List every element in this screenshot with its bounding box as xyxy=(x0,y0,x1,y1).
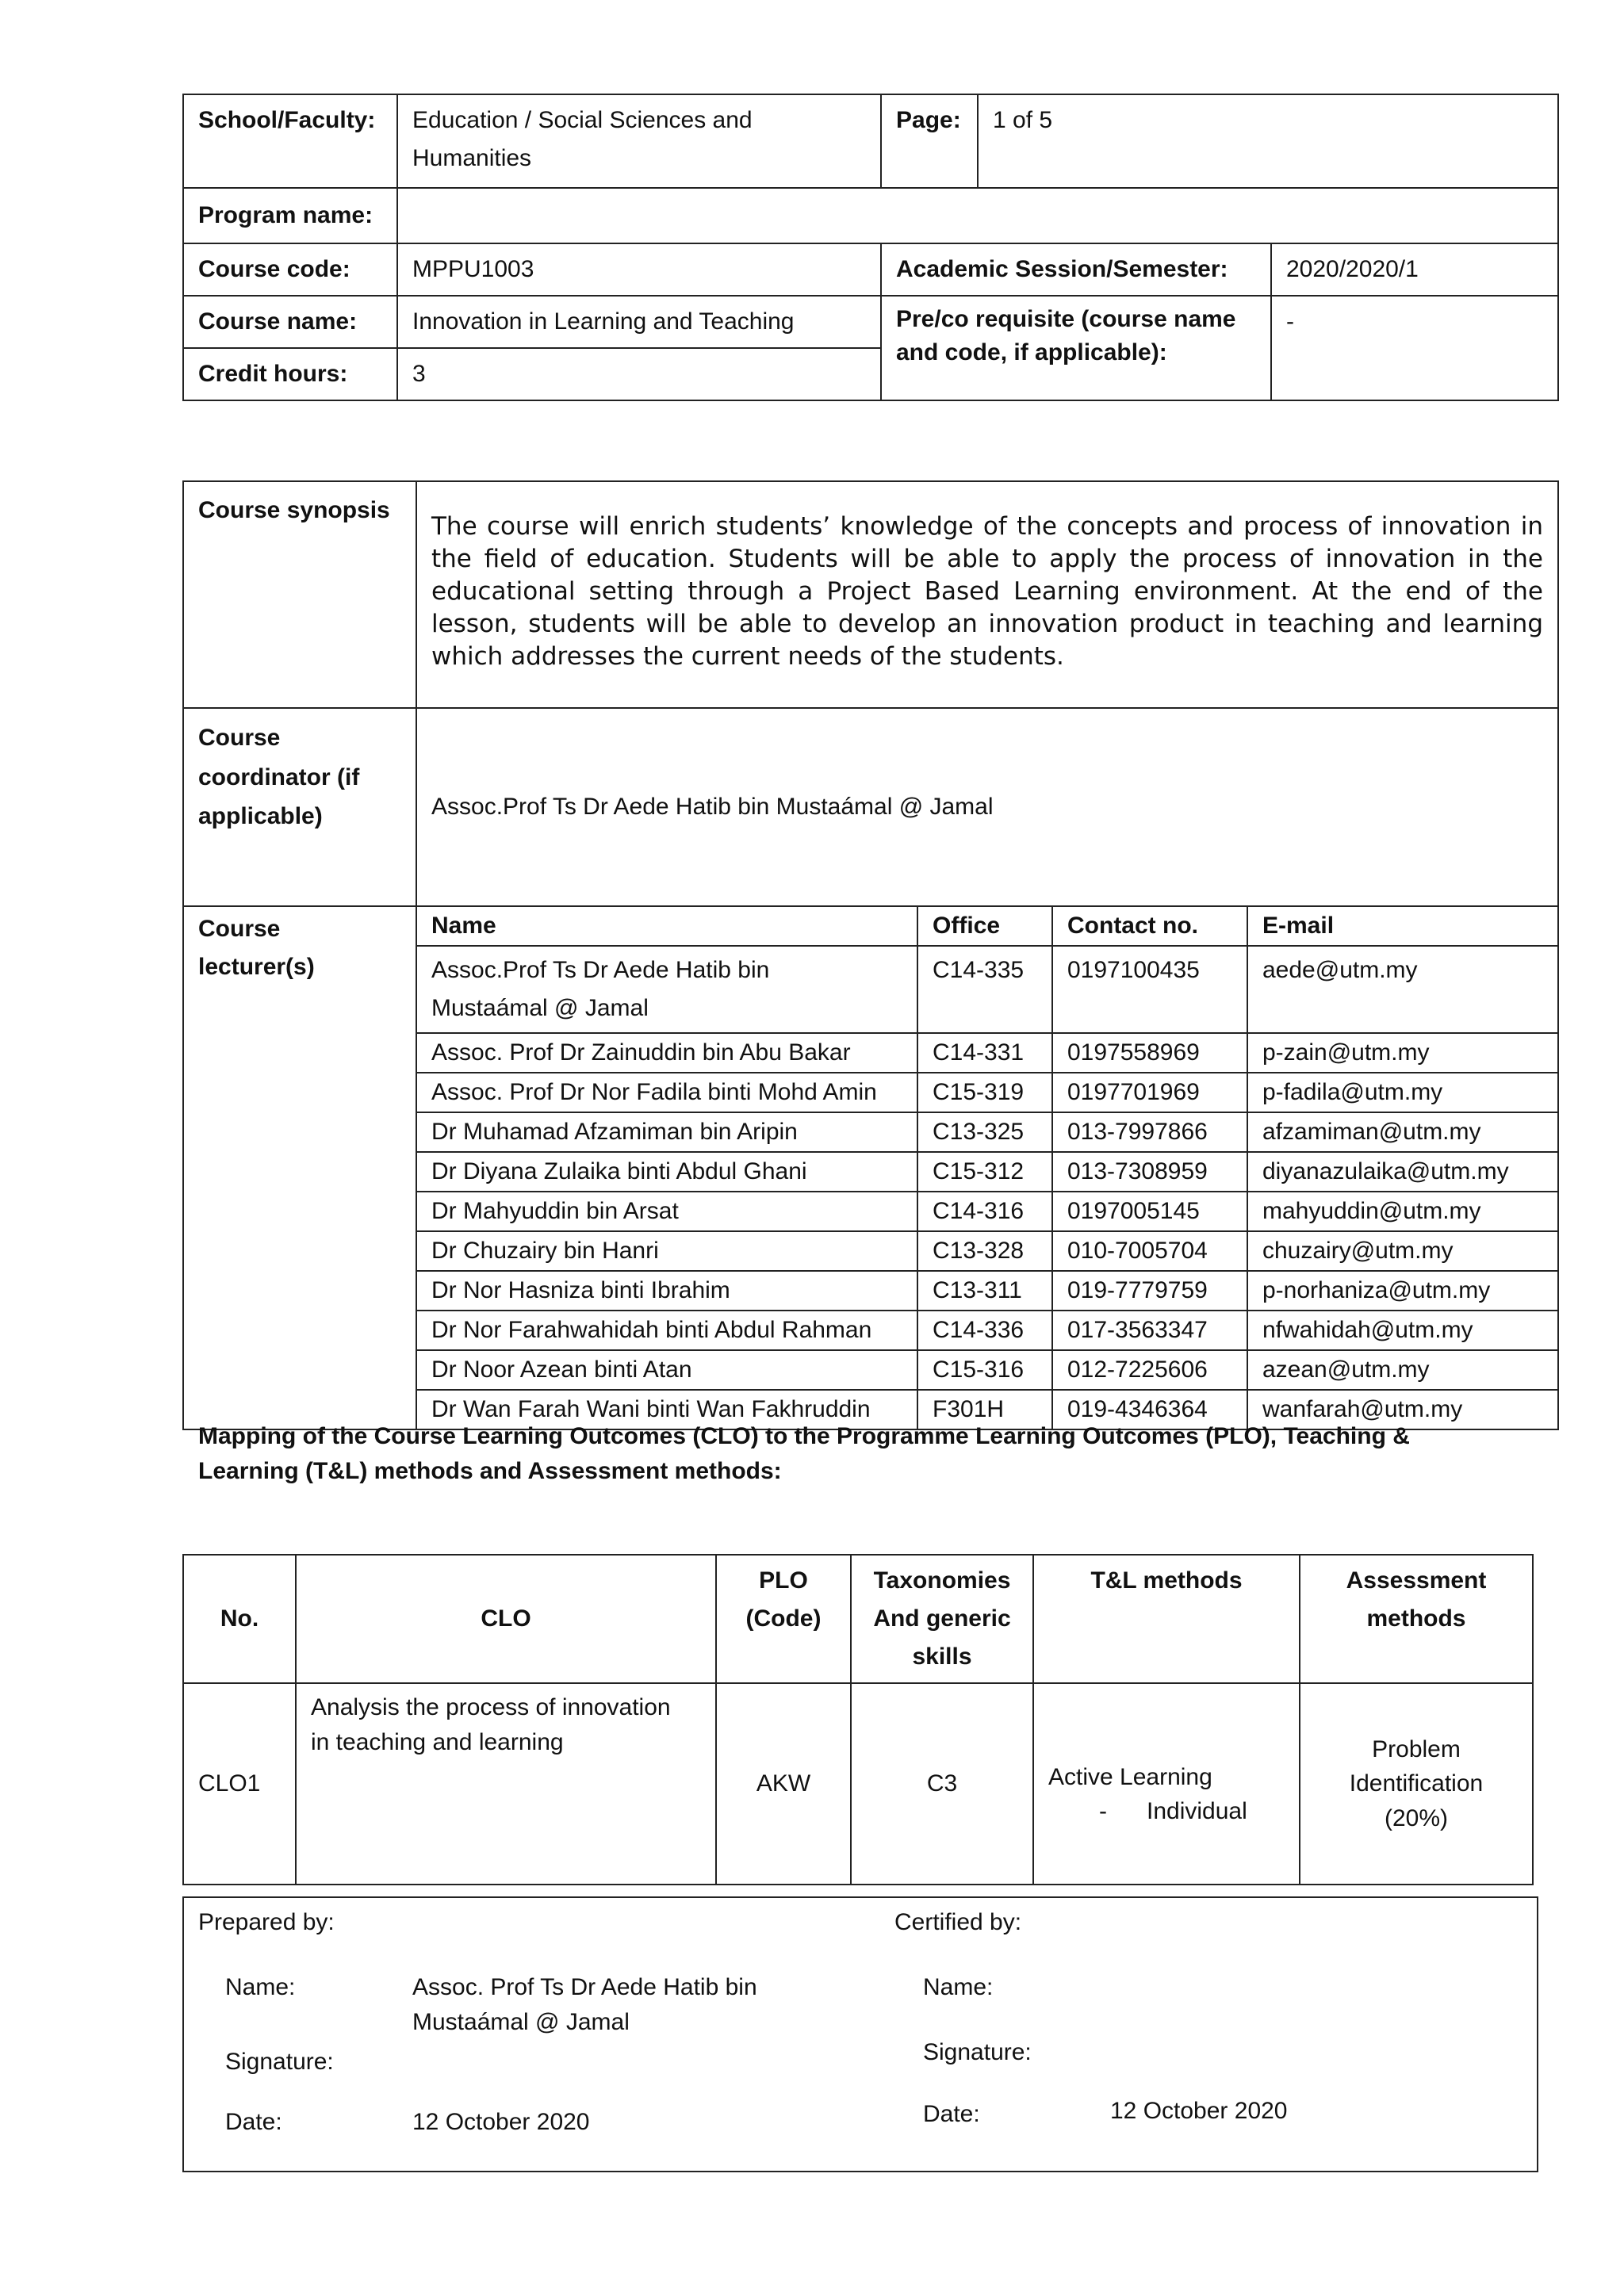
lecturer-header-office: Office xyxy=(917,906,1052,946)
header-plo xyxy=(716,1555,851,1683)
page-value: 1 of 5 xyxy=(978,94,1558,188)
header-assess-line2: methods xyxy=(1366,1605,1466,1632)
coordinator-value: Assoc.Prof Ts Dr Aede Hatib bin Mustaámal @ Jamal xyxy=(416,708,1558,906)
lecturer-name: Dr Nor Hasniza binti Ibrahim xyxy=(416,1271,917,1311)
certified-name-label: Name: xyxy=(923,1974,994,2000)
clo-no: CLO1 xyxy=(183,1683,296,1885)
synopsis-label: Course synopsis xyxy=(183,481,416,708)
clo-assess-line3: (20%) xyxy=(1384,1804,1449,1831)
lecturer-email: p-fadila@utm.my xyxy=(1247,1073,1558,1112)
course-details-table xyxy=(182,480,1559,1430)
header-plo-line1: PLO xyxy=(759,1567,808,1594)
lecturer-office: C13-325 xyxy=(917,1112,1052,1152)
page-label: Page: xyxy=(881,94,978,188)
lecturer-office: C15-319 xyxy=(917,1073,1052,1112)
prepared-by-label: Prepared by: xyxy=(198,1909,335,1935)
lecturer-office: C15-316 xyxy=(917,1350,1052,1390)
prepared-name-line2: Mustaámal @ Jamal xyxy=(412,2009,630,2035)
lecturer-email: aede@utm.my xyxy=(1247,946,1558,1033)
school-value xyxy=(397,94,881,188)
mapping-heading-line2: Learning (T&L) methods and Assessment methods: xyxy=(198,1457,782,1484)
clo-plo: AKW xyxy=(716,1683,851,1885)
clo-text xyxy=(296,1683,716,1885)
coordinator-label xyxy=(183,708,416,906)
prereq-value: - xyxy=(1271,296,1558,400)
lecturer-name xyxy=(416,946,917,1033)
session-value: 2020/2020/1 xyxy=(1271,243,1558,296)
lecturer-office: F301H xyxy=(917,1390,1052,1429)
lecturer-office: C13-311 xyxy=(917,1271,1052,1311)
lecturer-contact: 0197701969 xyxy=(1052,1073,1247,1112)
lecturer-office: C14-336 xyxy=(917,1311,1052,1350)
program-value xyxy=(397,188,1558,243)
lecturer-contact: 019-4346364 xyxy=(1052,1390,1247,1429)
lecturer-name: Dr Mahyuddin bin Arsat xyxy=(416,1192,917,1231)
coordinator-label-line2: coordinator (if xyxy=(198,763,360,790)
header-tax-line1: Taxonomies xyxy=(873,1567,1011,1594)
course-code-value: MPPU1003 xyxy=(397,243,881,296)
course-header-table xyxy=(182,94,1559,401)
lecturer-name: Dr Muhamad Afzamiman bin Aripin xyxy=(416,1112,917,1152)
lecturer-office: C14-331 xyxy=(917,1033,1052,1073)
clo-tl-item: Individual xyxy=(1147,1798,1247,1824)
lecturer-header-contact: Contact no. xyxy=(1052,906,1247,946)
clo-taxonomy: C3 xyxy=(851,1683,1033,1885)
lecturer-name-line2: Mustaámal @ Jamal xyxy=(431,995,649,1021)
lecturer-email: mahyuddin@utm.my xyxy=(1247,1192,1558,1231)
coordinator-label-line1: Course xyxy=(198,725,281,751)
header-no: No. xyxy=(183,1555,296,1683)
course-name-value: Innovation in Learning and Teaching xyxy=(397,296,881,348)
certified-date-value: 12 October 2020 xyxy=(1110,2098,1288,2124)
lecturer-name: Dr Wan Farah Wani binti Wan Fakhruddin xyxy=(416,1390,917,1429)
school-value-line2: Humanities xyxy=(412,145,532,171)
prepared-name-line1: Assoc. Prof Ts Dr Aede Hatib bin xyxy=(412,1974,757,2000)
bullet-dash: - xyxy=(1099,1798,1107,1824)
lecturer-contact: 0197558969 xyxy=(1052,1033,1247,1073)
coordinator-label-line3: applicable) xyxy=(198,803,323,829)
lecturer-name: Dr Noor Azean binti Atan xyxy=(416,1350,917,1390)
clo-tl-line2 xyxy=(1048,1794,1285,1829)
certified-by-label: Certified by: xyxy=(894,1909,1022,1935)
lecturer-header-name: Name xyxy=(416,906,917,946)
school-value-line1: Education / Social Sciences and xyxy=(412,107,753,133)
mapping-heading-line1: Mapping of the Course Learning Outcomes (CLO) to the Programme Learning Outcomes (PLO), Teaching & xyxy=(198,1423,1410,1449)
prereq-label xyxy=(881,296,1271,400)
lecturer-email: wanfarah@utm.my xyxy=(1247,1390,1558,1429)
clo-text-line2: in teaching and learning xyxy=(311,1728,564,1755)
lecturer-office: C14-316 xyxy=(917,1192,1052,1231)
lecturer-contact: 019-7779759 xyxy=(1052,1271,1247,1311)
prepared-date-value: 12 October 2020 xyxy=(412,2109,590,2135)
lecturer-name: Dr Nor Farahwahidah binti Abdul Rahman xyxy=(416,1311,917,1350)
lecturer-contact: 013-7997866 xyxy=(1052,1112,1247,1152)
lecturer-email: nfwahidah@utm.my xyxy=(1247,1311,1558,1350)
course-name-label: Course name: xyxy=(183,296,397,348)
lecturer-contact: 012-7225606 xyxy=(1052,1350,1247,1390)
prepared-signature-label: Signature: xyxy=(225,2049,334,2075)
lecturers-label: Course lecturer(s) xyxy=(183,906,416,1429)
header-taxonomies xyxy=(851,1555,1033,1683)
lecturer-name: Assoc. Prof Dr Zainuddin bin Abu Bakar xyxy=(416,1033,917,1073)
clo-assessment xyxy=(1300,1683,1533,1885)
session-label: Academic Session/Semester: xyxy=(881,243,1271,296)
credit-value: 3 xyxy=(397,348,881,400)
lecturer-email: diyanazulaika@utm.my xyxy=(1247,1152,1558,1192)
table-row xyxy=(183,1683,1533,1885)
lecturer-name: Dr Chuzairy bin Hanri xyxy=(416,1231,917,1271)
clo-text-line1: Analysis the process of innovation xyxy=(311,1694,671,1720)
course-code-label: Course code: xyxy=(183,243,397,296)
lecturer-name: Assoc. Prof Dr Nor Fadila binti Mohd Amin xyxy=(416,1073,917,1112)
clo-tl xyxy=(1033,1683,1300,1885)
prepared-date-label: Date: xyxy=(225,2109,282,2135)
clo-tl-line1: Active Learning xyxy=(1048,1763,1212,1790)
lecturer-email: p-norhaniza@utm.my xyxy=(1247,1271,1558,1311)
synopsis-text: The course will enrich students’ knowledge of the concepts and process of innovation in the field of education. Students will be able to apply the process of innovation in the educational setting through a Project Based Learning environment. At the end of the lesson, students will be able to develop an innovation product in teaching and learning which addresses the current needs of the students. xyxy=(416,481,1558,708)
lecturer-email: chuzairy@utm.my xyxy=(1247,1231,1558,1271)
lecturer-contact: 0197100435 xyxy=(1052,946,1247,1033)
credit-label: Credit hours: xyxy=(183,348,397,400)
signoff-box xyxy=(182,1896,1538,2172)
clo-assess-line2: Identification xyxy=(1349,1770,1484,1797)
lecturer-office: C15-312 xyxy=(917,1152,1052,1192)
lecturer-name: Dr Diyana Zulaika binti Abdul Ghani xyxy=(416,1152,917,1192)
header-tax-line3: skills xyxy=(912,1644,972,1670)
lecturer-contact: 017-3563347 xyxy=(1052,1311,1247,1350)
clo-mapping-table xyxy=(182,1554,1534,1885)
lecturer-email: p-zain@utm.my xyxy=(1247,1033,1558,1073)
prereq-label-line2: and code, if applicable): xyxy=(896,339,1167,365)
certified-signature-label: Signature: xyxy=(923,2039,1032,2065)
lecturer-header-email: E-mail xyxy=(1247,906,1558,946)
header-assessment xyxy=(1300,1555,1533,1683)
prepared-name-label: Name: xyxy=(225,1974,296,2000)
lecturer-office: C13-328 xyxy=(917,1231,1052,1271)
prereq-label-line1: Pre/co requisite (course name xyxy=(896,306,1236,332)
lecturer-contact: 010-7005704 xyxy=(1052,1231,1247,1271)
mapping-heading xyxy=(198,1419,1467,1488)
header-tl-methods: T&L methods xyxy=(1033,1555,1300,1683)
header-assess-line1: Assessment xyxy=(1346,1567,1487,1594)
lecturer-email: azean@utm.my xyxy=(1247,1350,1558,1390)
lecturer-office: C14-335 xyxy=(917,946,1052,1033)
school-label: School/Faculty: xyxy=(183,94,397,188)
certified-date-label: Date: xyxy=(923,2101,980,2127)
lecturer-contact: 0197005145 xyxy=(1052,1192,1247,1231)
header-tax-line2: And generic xyxy=(873,1605,1011,1632)
header-clo: CLO xyxy=(296,1555,716,1683)
clo-assess-line1: Problem xyxy=(1372,1735,1461,1762)
lecturer-name-line1: Assoc.Prof Ts Dr Aede Hatib bin xyxy=(431,957,770,983)
header-plo-line2: (Code) xyxy=(745,1605,822,1632)
program-label: Program name: xyxy=(183,188,397,243)
lecturer-contact: 013-7308959 xyxy=(1052,1152,1247,1192)
lecturer-email: afzamiman@utm.my xyxy=(1247,1112,1558,1152)
